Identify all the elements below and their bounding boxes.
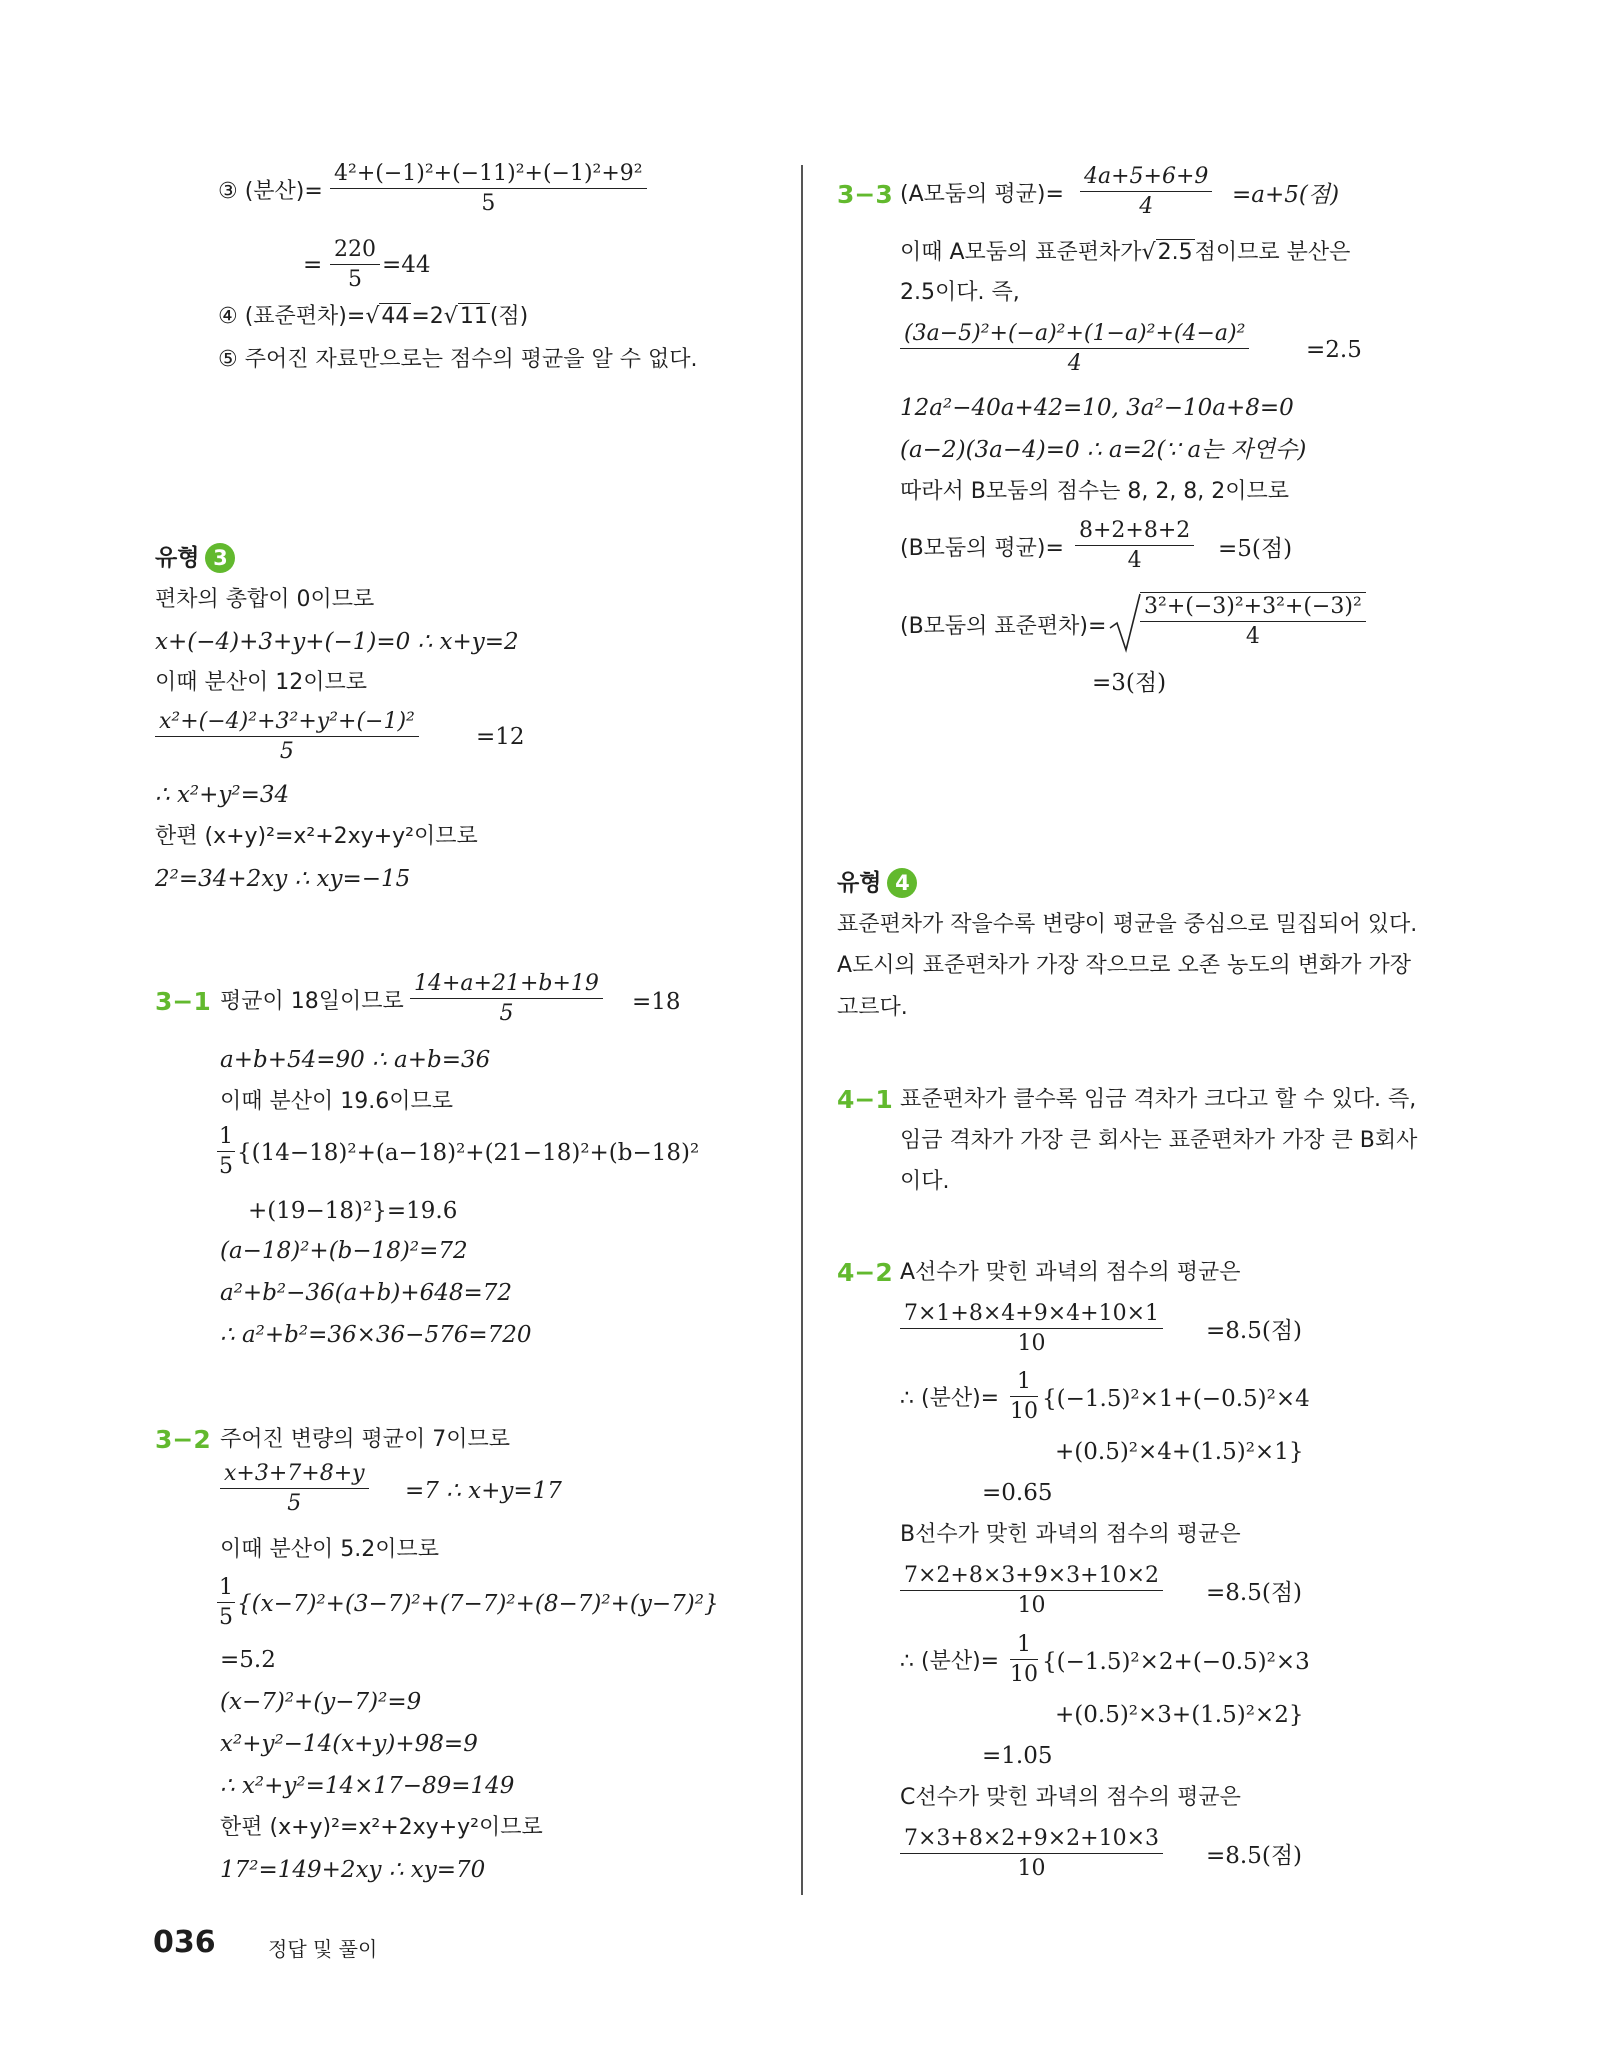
fraction: $\frac{x+3+7+8+y}{5}$ <box>220 1460 369 1518</box>
problem-number: 4−2 <box>837 1258 893 1287</box>
fraction: $\frac{1}{10}$ <box>1010 1632 1038 1687</box>
std-dev-line: ④ (표준편차)=√44=2√11(점) <box>218 304 529 329</box>
problem-number: 4−1 <box>837 1085 893 1114</box>
page-label: 정답 및 풀이 <box>268 1937 378 1961</box>
result: =5(점) <box>1218 536 1293 562</box>
equation: a+b+54=90 ∴ a+b=36 <box>220 1047 491 1073</box>
equation: 17²=149+2xy ∴ xy=70 <box>220 1857 486 1883</box>
result: =12 <box>476 724 525 750</box>
text-line: 이때 분산이 19.6이므로 <box>220 1089 453 1114</box>
fraction: $\frac{1}{5}$ <box>219 1575 233 1630</box>
result: =1.05 <box>982 1743 1053 1769</box>
result: =18 <box>632 989 681 1015</box>
fraction: $\frac{7\times 3+8\times 2+9\times 2+10\times 3}{10}$ <box>900 1825 1163 1883</box>
text-line: 한편 (x+y)²=x²+2xy+y²이므로 <box>155 824 478 849</box>
result: =8.5(점) <box>1206 1318 1303 1344</box>
type-4-badge: 4 <box>887 868 917 898</box>
text-line: 한편 (x+y)²=x²+2xy+y²이므로 <box>220 1815 543 1840</box>
text-line: 고르다. <box>837 995 908 1020</box>
fraction: $\frac{1}{5}$ <box>219 1124 233 1179</box>
page-number: 036 <box>153 1925 216 1960</box>
equation: ∴ a²+b²=36×36−576=720 <box>220 1322 532 1348</box>
text-line: 표준편차가 클수록 임금 격차가 크다고 할 수 있다. 즉, <box>900 1087 1417 1112</box>
text-line: A도시의 표준편차가 가장 작으므로 오존 농도의 변화가 가장 <box>837 953 1412 978</box>
fraction: $\frac{7\times 1+8\times 4+9\times 4+10\times 1}{10}$ <box>900 1300 1163 1358</box>
text-line: 이다. <box>900 1169 950 1194</box>
equation: (a−2)(3a−4)=0 ∴ a=2(∵ a는 자연수) <box>900 437 1307 463</box>
problem-number: 3−2 <box>155 1425 211 1454</box>
text-line: 이때 분산이 12이므로 <box>155 670 367 695</box>
text-line: 편차의 총합이 0이므로 <box>155 587 375 612</box>
equation: +(0.5)²×3+(1.5)²×2} <box>1055 1702 1304 1728</box>
fraction: $\frac{14+a+21+b+19}{5}$ <box>410 970 603 1028</box>
fraction: $\frac{220}{5}$ <box>330 236 380 294</box>
note-line: ⑤ 주어진 자료만으로는 점수의 평균을 알 수 없다. <box>218 347 698 372</box>
fraction: $\frac{\text{3²+(−3)²+3²+(−3)²}}{4}$ <box>1140 592 1366 651</box>
text-line: 표준편차가 작을수록 변량이 평균을 중심으로 밀집되어 있다. <box>837 912 1418 937</box>
problem-number: 3−3 <box>837 180 893 209</box>
variance-line: ③ (분산)= <box>218 179 323 204</box>
equation: (a−18)²+(b−18)²=72 <box>220 1238 468 1264</box>
equation: ∴ x²+y²=14×17−89=149 <box>220 1773 515 1799</box>
equation: ∴ x²+y²=34 <box>155 782 290 808</box>
fraction: $\frac{\text{x²+(−4)²+3²+y²+(−1)²}}{5}$ <box>155 708 419 766</box>
fraction: $\frac{7\times 2+8\times 3+9\times 3+10\times 2}{10}$ <box>900 1562 1163 1620</box>
equals: = <box>303 252 323 278</box>
equation: =5.2 <box>220 1647 276 1673</box>
result: =2.5 <box>1306 337 1362 363</box>
problem-number: 3−1 <box>155 987 211 1016</box>
equation: +(19−18)²}=19.6 <box>248 1198 458 1224</box>
equation: x²+y²−14(x+y)+98=9 <box>220 1731 478 1757</box>
result: =8.5(점) <box>1206 1843 1303 1869</box>
result: =7 ∴ x+y=17 <box>405 1478 562 1504</box>
equation: {(x−7)²+(3−7)²+(7−7)²+(8−7)²+(y−7)²} <box>237 1591 719 1617</box>
equation: (x−7)²+(y−7)²=9 <box>220 1689 422 1715</box>
equation: 12a²−40a+42=10, 3a²−10a+8=0 <box>900 395 1294 421</box>
fraction: $\frac{\text{4²+(−1)²+(−11)²+(−1)²+9²}}{5}$ <box>330 160 647 218</box>
equation: +(0.5)²×4+(1.5)²×1} <box>1055 1439 1304 1465</box>
fraction: $\frac{4a+5+6+9}{4}$ <box>1080 163 1212 221</box>
fraction: $\frac{1}{10}$ <box>1010 1369 1038 1424</box>
equation: {(−1.5)²×2+(−0.5)²×3 <box>1042 1649 1310 1675</box>
type-4-heading: 유형 4 <box>837 868 917 898</box>
text-line: 따라서 B모둠의 점수는 8, 2, 8, 2이므로 <box>900 479 1290 504</box>
type-3-heading: 유형 3 <box>155 543 235 573</box>
equation: a²+b²−36(a+b)+648=72 <box>220 1280 513 1306</box>
text-line: ∴ (분산)= <box>900 1649 1000 1674</box>
equation: 2²=34+2xy ∴ xy=−15 <box>155 866 411 892</box>
text-line: 이때 분산이 5.2이므로 <box>220 1537 439 1562</box>
text-line: ∴ (분산)= <box>900 1386 1000 1411</box>
fraction: $\frac{\text{(3a−5)²+(−a)²+(1−a)²+(4−a)²}}{4}$ <box>900 320 1249 378</box>
result: =a+5(점) <box>1232 182 1340 208</box>
text-line: 평균이 18일이므로 <box>220 989 404 1014</box>
text-line: 주어진 변량의 평균이 7이므로 <box>220 1427 511 1452</box>
column-divider <box>801 165 803 1895</box>
equation: {(−1.5)²×1+(−0.5)²×4 <box>1042 1386 1310 1412</box>
result: =3(점) <box>1092 670 1167 696</box>
text-line: B선수가 맞힌 과녁의 점수의 평균은 <box>900 1522 1241 1547</box>
text-line: C선수가 맞힌 과녁의 점수의 평균은 <box>900 1785 1241 1810</box>
equation: x+(−4)+3+y+(−1)=0 ∴ x+y=2 <box>155 629 519 655</box>
text-line: 이때 A모둠의 표준편차가√2.5점이므로 분산은 <box>900 240 1351 265</box>
text-line: (B모둠의 평균)= <box>900 536 1064 561</box>
result: =44 <box>382 252 431 278</box>
text-line: 임금 격차가 가장 큰 회사는 표준편차가 가장 큰 B회사 <box>900 1128 1418 1153</box>
type-3-badge: 3 <box>205 543 235 573</box>
radical-sign <box>1108 592 1142 654</box>
result: =0.65 <box>982 1480 1053 1506</box>
text-line: (B모둠의 표준편차)= <box>900 614 1107 639</box>
fraction: $\frac{8+2+8+2}{4}$ <box>1075 517 1194 575</box>
result: =8.5(점) <box>1206 1580 1303 1606</box>
text-line: A선수가 맞힌 과녁의 점수의 평균은 <box>900 1260 1241 1285</box>
text-line: 2.5이다. 즉, <box>900 280 1020 305</box>
text-line: (A모둠의 평균)= <box>900 182 1064 207</box>
equation: {(14−18)²+(a−18)²+(21−18)²+(b−18)² <box>237 1140 700 1166</box>
